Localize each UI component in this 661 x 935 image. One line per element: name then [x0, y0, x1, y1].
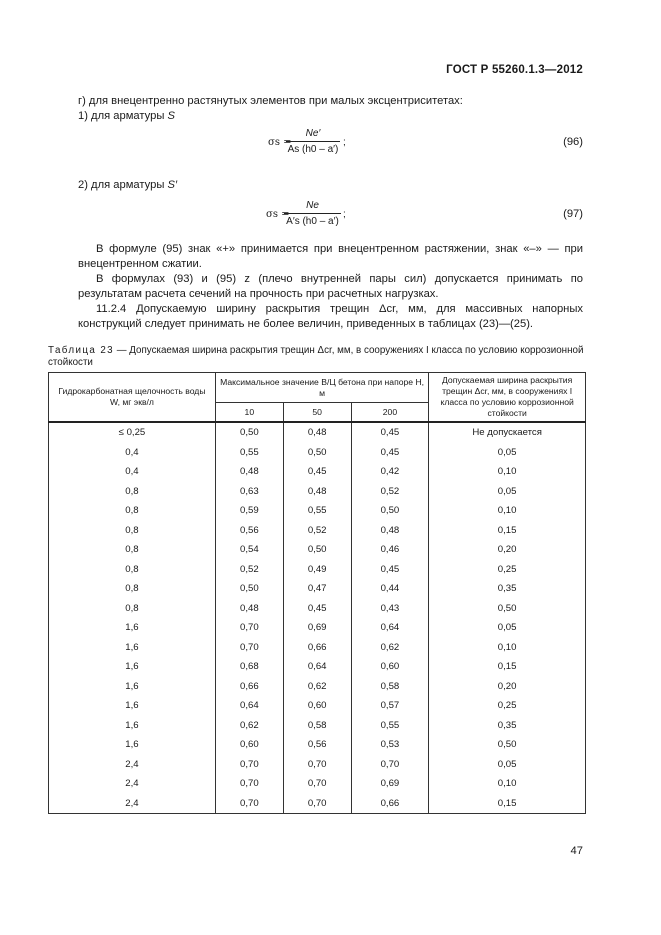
cell-wc-head-200: 0,62: [351, 638, 429, 658]
item-1-var: S: [167, 110, 175, 122]
table-row: [49, 579, 586, 599]
cell-alkalinity: ≤ 0,25: [49, 422, 216, 443]
crack-width-table: [48, 372, 586, 814]
formula-97-denominator: A′s (h0 – a′): [286, 216, 339, 227]
cell-wc-head-200: 0,57: [351, 696, 429, 716]
cell-crack-width: 0,35: [429, 579, 586, 599]
cell-crack-width: 0,15: [429, 657, 586, 677]
cell-crack-width: 0,10: [429, 774, 586, 794]
cell-wc-head-10: 0,64: [215, 696, 283, 716]
cell-wc-head-200: 0,69: [351, 774, 429, 794]
cell-wc-head-200: 0,43: [351, 599, 429, 619]
formula-96-lhs: σs =: [268, 137, 292, 148]
cell-wc-head-10: 0,70: [215, 774, 283, 794]
formula-96-denominator: As (h0 – a′): [287, 144, 339, 155]
cell-wc-head-200: 0,52: [351, 482, 429, 502]
cell-wc-head-200: 0,64: [351, 618, 429, 638]
cell-wc-head-10: 0,70: [215, 794, 283, 814]
cell-wc-head-10: 0,62: [215, 716, 283, 736]
cell-crack-width: 0,20: [429, 540, 586, 560]
cell-crack-width: 0,35: [429, 716, 586, 736]
paragraph-11-2-4: 11.2.4 Допускаемую ширину раскрытия трещин Δcr, мм, для массивных напорных конструкций следует принимать не более величин, приведенных в таблицах (23)—(25).: [78, 303, 583, 330]
formula-96-tail: ;: [343, 137, 346, 148]
cell-wc-head-200: 0,48: [351, 521, 429, 541]
header-head-200: 200: [351, 403, 429, 423]
cell-wc-head-10: 0,50: [215, 422, 283, 443]
fraction-line: [286, 141, 340, 142]
cell-crack-width: 0,20: [429, 677, 586, 697]
cell-wc-head-50: 0,52: [283, 521, 351, 541]
cell-alkalinity: 1,6: [49, 696, 216, 716]
table-row: [49, 657, 586, 677]
cell-wc-head-10: 0,70: [215, 638, 283, 658]
paragraph-z-note: В формулах (93) и (95) z (плечо внутренней пары сил) допускается принимать по результатам расчета сечений на прочность при расчетных нагрузках.: [78, 273, 583, 300]
cell-crack-width: Не допускается: [429, 422, 586, 443]
cell-crack-width: 0,25: [429, 696, 586, 716]
cell-wc-head-50: 0,66: [283, 638, 351, 658]
table-caption-label: Таблица 23: [48, 345, 115, 356]
formula-97-number: (97): [563, 208, 583, 220]
cell-wc-head-10: 0,70: [215, 755, 283, 775]
formula-97-lhs: σs =: [266, 209, 290, 220]
cell-alkalinity: 0,4: [49, 443, 216, 463]
cell-crack-width: 0,50: [429, 735, 586, 755]
cell-wc-head-50: 0,56: [283, 735, 351, 755]
cell-alkalinity: 1,6: [49, 618, 216, 638]
cell-alkalinity: 1,6: [49, 638, 216, 658]
cell-wc-head-50: 0,45: [283, 462, 351, 482]
cell-wc-head-200: 0,42: [351, 462, 429, 482]
paragraph-sign-note: В формуле (95) знак «+» принимается при внецентренном растяжении, знак «–» — при внецентренном сжатии.: [78, 243, 583, 270]
cell-wc-head-50: 0,64: [283, 657, 351, 677]
cell-alkalinity: 2,4: [49, 794, 216, 814]
cell-alkalinity: 1,6: [49, 735, 216, 755]
table-row: [49, 501, 586, 521]
table-caption: [48, 345, 588, 369]
table-row: [49, 696, 586, 716]
cell-wc-head-50: 0,48: [283, 422, 351, 443]
cell-wc-head-200: 0,45: [351, 443, 429, 463]
cell-alkalinity: 1,6: [49, 716, 216, 736]
cell-wc-head-200: 0,46: [351, 540, 429, 560]
cell-wc-head-10: 0,50: [215, 579, 283, 599]
cell-wc-head-200: 0,66: [351, 794, 429, 814]
item-g-text: г) для внецентренно растянутых элементов при малых эксцентриситетах:: [78, 95, 463, 107]
cell-wc-head-50: 0,50: [283, 540, 351, 560]
cell-wc-head-10: 0,54: [215, 540, 283, 560]
cell-wc-head-200: 0,45: [351, 560, 429, 580]
table-row: [49, 716, 586, 736]
table-row: [49, 794, 586, 814]
cell-crack-width: 0,15: [429, 521, 586, 541]
table-row: [49, 462, 586, 482]
cell-wc-head-200: 0,58: [351, 677, 429, 697]
cell-wc-head-10: 0,48: [215, 599, 283, 619]
cell-wc-head-10: 0,66: [215, 677, 283, 697]
table-row: [49, 599, 586, 619]
cell-wc-head-200: 0,53: [351, 735, 429, 755]
cell-crack-width: 0,05: [429, 443, 586, 463]
item-2-text: [78, 178, 177, 193]
page-number: 47: [570, 845, 583, 857]
cell-wc-head-10: 0,60: [215, 735, 283, 755]
table-row: [49, 422, 586, 443]
cell-alkalinity: 0,4: [49, 462, 216, 482]
cell-wc-head-10: 0,52: [215, 560, 283, 580]
formula-97-numerator: Ne: [306, 200, 319, 211]
cell-wc-head-10: 0,48: [215, 462, 283, 482]
table-row: [49, 521, 586, 541]
cell-alkalinity: 0,8: [49, 521, 216, 541]
cell-wc-head-10: 0,63: [215, 482, 283, 502]
cell-wc-head-50: 0,47: [283, 579, 351, 599]
table-row: [49, 443, 586, 463]
cell-wc-head-50: 0,48: [283, 482, 351, 502]
header-head-10: 10: [215, 403, 283, 423]
cell-alkalinity: 0,8: [49, 540, 216, 560]
cell-alkalinity: 1,6: [49, 657, 216, 677]
table-row: [49, 560, 586, 580]
cell-crack-width: 0,25: [429, 560, 586, 580]
cell-alkalinity: 1,6: [49, 677, 216, 697]
formula-97-fraction: [284, 200, 341, 227]
item-2-prefix: 2) для арматуры: [78, 179, 168, 191]
cell-wc-head-50: 0,58: [283, 716, 351, 736]
cell-wc-head-10: 0,56: [215, 521, 283, 541]
cell-wc-head-50: 0,70: [283, 774, 351, 794]
table-row: [49, 482, 586, 502]
cell-wc-head-50: 0,60: [283, 696, 351, 716]
header-water-alkalinity: Гидрокарбонатная щелочность воды W, мг экв/л: [49, 373, 216, 423]
item-1-text: [78, 109, 175, 124]
cell-alkalinity: 2,4: [49, 774, 216, 794]
document-code: ГОСТ Р 55260.1.3—2012: [446, 64, 583, 76]
table-row: [49, 618, 586, 638]
cell-wc-head-10: 0,59: [215, 501, 283, 521]
cell-wc-head-200: 0,45: [351, 422, 429, 443]
cell-crack-width: 0,05: [429, 618, 586, 638]
formula-96-number: (96): [563, 136, 583, 148]
cell-wc-head-50: 0,55: [283, 501, 351, 521]
table-row: [49, 677, 586, 697]
cell-wc-head-10: 0,70: [215, 618, 283, 638]
cell-crack-width: 0,10: [429, 638, 586, 658]
table-row: [49, 735, 586, 755]
cell-alkalinity: 0,8: [49, 482, 216, 502]
cell-wc-head-50: 0,70: [283, 794, 351, 814]
table-caption-text: — Допускаемая ширина раскрытия трещин Δcr, мм, в сооружениях I класса по условию коррозионной стойкости: [48, 345, 584, 368]
table-row: [49, 755, 586, 775]
formula-96-numerator: Ne′: [305, 128, 321, 139]
cell-wc-head-50: 0,69: [283, 618, 351, 638]
item-2-var: S′: [167, 179, 178, 191]
cell-wc-head-50: 0,49: [283, 560, 351, 580]
header-allowed-crack-width: Допускаемая ширина раскрытия трещин Δcr, мм, в сооружениях I класса по условию коррозионной стойкости: [429, 373, 586, 423]
cell-wc-head-50: 0,50: [283, 443, 351, 463]
cell-crack-width: 0,10: [429, 501, 586, 521]
formula-96-fraction: [286, 128, 340, 155]
cell-wc-head-10: 0,68: [215, 657, 283, 677]
cell-wc-head-200: 0,60: [351, 657, 429, 677]
formula-97-tail: ;: [343, 209, 346, 220]
cell-wc-head-200: 0,70: [351, 755, 429, 775]
header-head-50: 50: [283, 403, 351, 423]
cell-wc-head-10: 0,55: [215, 443, 283, 463]
table-body: [49, 422, 586, 814]
cell-wc-head-50: 0,70: [283, 755, 351, 775]
cell-wc-head-50: 0,62: [283, 677, 351, 697]
cell-crack-width: 0,10: [429, 462, 586, 482]
cell-alkalinity: 0,8: [49, 579, 216, 599]
cell-alkalinity: 0,8: [49, 560, 216, 580]
cell-alkalinity: 0,8: [49, 599, 216, 619]
header-wc-ratio-group: Максимальное значение В/Ц бетона при напоре H, м: [215, 373, 428, 403]
cell-crack-width: 0,05: [429, 482, 586, 502]
cell-wc-head-200: 0,50: [351, 501, 429, 521]
cell-wc-head-200: 0,44: [351, 579, 429, 599]
cell-crack-width: 0,15: [429, 794, 586, 814]
cell-crack-width: 0,05: [429, 755, 586, 775]
item-1-prefix: 1) для арматуры: [78, 110, 168, 122]
cell-alkalinity: 2,4: [49, 755, 216, 775]
cell-crack-width: 0,50: [429, 599, 586, 619]
cell-wc-head-50: 0,45: [283, 599, 351, 619]
table-row: [49, 638, 586, 658]
table-row: [49, 540, 586, 560]
fraction-line: [284, 213, 341, 214]
table-row: [49, 774, 586, 794]
cell-wc-head-200: 0,55: [351, 716, 429, 736]
cell-alkalinity: 0,8: [49, 501, 216, 521]
